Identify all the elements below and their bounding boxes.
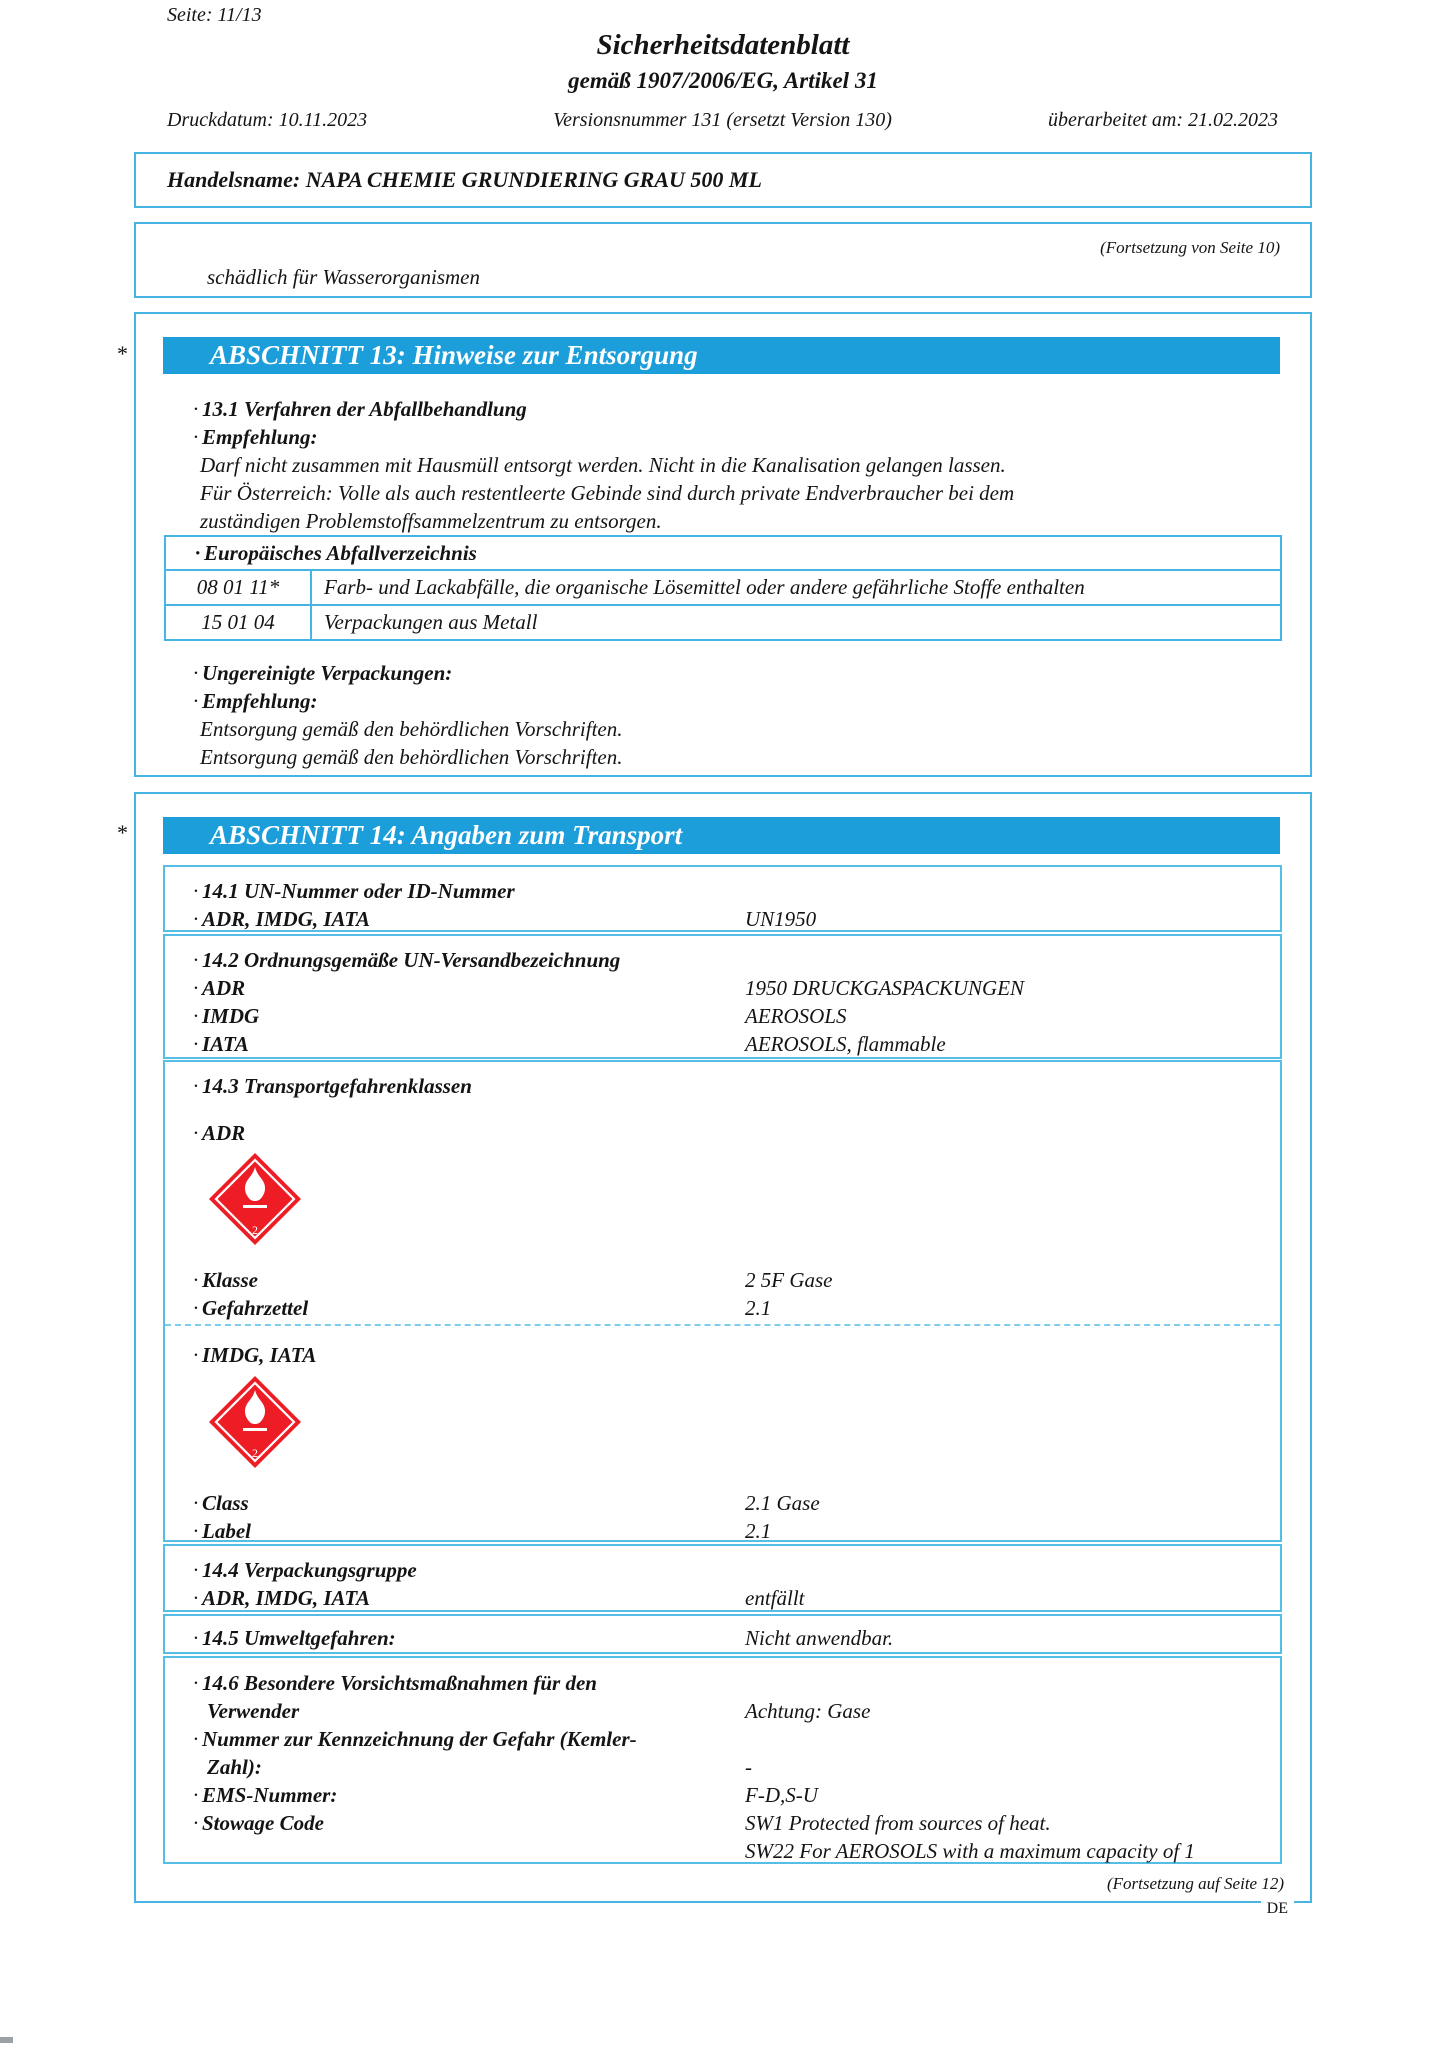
- continuation-box: [134, 222, 1312, 298]
- document-subtitle: gemäß 1907/2006/EG, Artikel 31: [568, 68, 878, 93]
- transport-row: · Gefahrzettel 2.1: [193, 1296, 772, 1320]
- print-date: Druckdatum: 10.11.2023: [167, 109, 368, 131]
- transport-row: · 14.5 Umweltgefahren: Nicht anwendbar.: [193, 1626, 894, 1650]
- bullet-marker: ·: [193, 1626, 199, 1650]
- transport-row: Zahl): -: [207, 1755, 752, 1779]
- transport-value: Nicht anwendbar.: [745, 1626, 894, 1650]
- bullet-marker: ·: [193, 397, 199, 421]
- transport-row: · Label 2.1: [193, 1519, 772, 1543]
- bullet-marker: ·: [193, 661, 199, 685]
- uncleaned-packaging-label: · Ungereinigte Verpackungen:: [193, 661, 453, 685]
- section13-content: [193, 395, 1280, 535]
- carryover-hazard-text: schädlich für Wasserorganismen: [207, 265, 480, 289]
- subsection-14-5-box: [163, 1614, 1282, 1654]
- transport-value: SW1 Protected from sources of heat.: [745, 1811, 1051, 1835]
- subsection-14-3-title: · 14.3 Transportgefahrenklassen: [193, 1074, 472, 1098]
- flammable-gas-hazard-diamond-adr-icon: [207, 1151, 303, 1247]
- continuation-to-note: (Fortsetzung auf Seite 12): [1106, 1874, 1284, 1893]
- subsection-14-6-box: [163, 1656, 1282, 1864]
- transport-value: 2.1: [745, 1519, 772, 1543]
- section13-box: [134, 312, 1312, 777]
- transport-row: · ADR, IMDG, IATA entfällt: [193, 1586, 805, 1610]
- transport-row: · 14.6 Besondere Vorsichtsmaßnahmen für den: [193, 1671, 597, 1695]
- trade-name-box: [134, 152, 1312, 208]
- version-info: Versionsnummer 131 (ersetzt Version 130): [553, 109, 892, 131]
- bullet-marker: ·: [193, 1343, 199, 1367]
- bullet-marker: ·: [193, 689, 199, 713]
- subsection-14-2-box: [163, 934, 1282, 1059]
- transport-value: entfällt: [745, 1586, 805, 1610]
- transport-row: · Nummer zur Kennzeichnung der Gefahr (Kemler-: [193, 1727, 637, 1751]
- bullet-marker: ·: [193, 976, 199, 1000]
- bullet-marker: ·: [193, 1032, 199, 1056]
- transport-value: 2.1 Gase: [745, 1491, 820, 1515]
- transport-row: Verwender Achtung: Gase: [207, 1699, 871, 1723]
- bullet-marker: ·: [193, 425, 199, 449]
- imdg-iata-label: · IMDG, IATA: [193, 1343, 317, 1367]
- recommendation-label: · Empfehlung:: [193, 425, 318, 449]
- revision-date: überarbeitet am: 21.02.2023: [1048, 109, 1278, 131]
- transport-value: 1950 DRUCKGASPACKUNGEN: [745, 976, 1025, 1000]
- subsection-13-1-title: · 13.1 Verfahren der Abfallbehandlung: [193, 397, 527, 421]
- waste-description: Farb- und Lackabfälle, die organische Lösemittel oder andere gefährliche Stoffe enthalten: [324, 575, 1085, 599]
- transport-row: [193, 1837, 1272, 1865]
- dashed-divider: [165, 1324, 1280, 1326]
- table-row: [166, 569, 1280, 604]
- subsection-14-4-box: [163, 1544, 1282, 1612]
- bullet-marker: ·: [193, 1121, 199, 1145]
- section13-change-marker: *: [117, 341, 128, 366]
- bullet-marker: ·: [193, 1519, 199, 1543]
- bullet-marker: ·: [193, 948, 199, 972]
- bullet-marker: ·: [193, 907, 199, 931]
- bullet-marker: ·: [193, 1727, 199, 1751]
- waste-catalogue-title: · Europäisches Abfallverzeichnis: [166, 537, 1280, 569]
- document-title: Sicherheitsdatenblatt: [596, 29, 850, 61]
- subsection-14-3-box: [163, 1060, 1282, 1542]
- bullet-marker: ·: [195, 541, 201, 565]
- waste-catalogue-table: [164, 535, 1282, 641]
- bullet-marker: ·: [193, 1074, 199, 1098]
- transport-value: 2 5F Gase: [745, 1268, 833, 1292]
- section13-header-bar: ABSCHNITT 13: Hinweise zur Entsorgung: [163, 337, 1280, 374]
- page-number-label: Seite: 11/13: [167, 4, 262, 26]
- scan-artifact: [0, 2037, 13, 2043]
- table-row: [166, 604, 1280, 639]
- section13-content-2: [193, 659, 1280, 771]
- transport-value: SW22 For AEROSOLS with a maximum capacity of 1: [745, 1839, 1195, 1863]
- bullet-marker: ·: [193, 879, 199, 903]
- hazard-class-number: 2: [252, 1223, 258, 1237]
- section14-box: [134, 792, 1312, 1917]
- subsection-14-2-title: · 14.2 Ordnungsgemäße UN-Versandbezeichnung: [193, 948, 621, 972]
- bullet-marker: ·: [193, 1671, 199, 1695]
- transport-value: AEROSOLS: [745, 1004, 847, 1028]
- transport-value: AEROSOLS, flammable: [745, 1032, 946, 1056]
- bullet-marker: ·: [193, 1296, 199, 1320]
- subsection-14-1-title: · 14.1 UN-Nummer oder ID-Nummer: [193, 879, 515, 903]
- transport-value: F-D,S-U: [745, 1783, 818, 1807]
- bullet-marker: ·: [193, 1558, 199, 1582]
- disposal-line: Entsorgung gemäß den behördlichen Vorschriften.: [200, 717, 623, 741]
- transport-row: · Stowage Code SW1 Protected from sources of heat.: [193, 1811, 1051, 1835]
- flammable-gas-hazard-diamond-imdg-icon: [207, 1374, 303, 1470]
- waste-code: 08 01 11*: [166, 571, 312, 604]
- transport-value: Achtung: Gase: [745, 1699, 871, 1723]
- bullet-marker: ·: [193, 1586, 199, 1610]
- recommendation-label: · Empfehlung:: [193, 689, 318, 713]
- transport-value: UN1950: [745, 907, 817, 931]
- language-code-label: DE: [1261, 1900, 1294, 1918]
- transport-value: -: [745, 1755, 752, 1779]
- bullet-marker: ·: [193, 1268, 199, 1292]
- recommendation-line: Darf nicht zusammen mit Hausmüll entsorgt werden. Nicht in die Kanalisation gelangen lassen.: [200, 453, 1006, 477]
- recommendation-line: Für Österreich: Volle als auch restentleerte Gebinde sind durch private Endverbraucher bei dem: [200, 481, 1015, 505]
- bullet-marker: ·: [193, 1783, 199, 1807]
- transport-value: 2.1: [745, 1296, 772, 1320]
- bullet-marker: ·: [193, 1811, 199, 1835]
- continuation-from-note: (Fortsetzung von Seite 10): [1100, 238, 1280, 257]
- subsection-14-4-title: · 14.4 Verpackungsgruppe: [193, 1558, 417, 1582]
- transport-row: · EMS-Nummer: F-D,S-U: [193, 1783, 818, 1807]
- transport-row: · ADR, IMDG, IATA UN1950: [193, 907, 817, 931]
- hazard-class-number: 2: [252, 1446, 258, 1460]
- bullet-marker: ·: [193, 1491, 199, 1515]
- adr-label: · ADR: [193, 1121, 246, 1145]
- trade-name: Handelsname: NAPA CHEMIE GRUNDIERING GRAU 500 ML: [167, 167, 762, 192]
- transport-row: · Klasse 2 5F Gase: [193, 1268, 833, 1292]
- subsection-14-1-box: [163, 865, 1282, 932]
- recommendation-line: zuständigen Problemstoffsammelzentrum zu entsorgen.: [200, 509, 662, 533]
- disposal-line: Entsorgung gemäß den behördlichen Vorschriften.: [200, 745, 623, 769]
- waste-description: Verpackungen aus Metall: [324, 610, 538, 634]
- transport-row: · Class 2.1 Gase: [193, 1491, 820, 1515]
- transport-row: · IMDG AEROSOLS: [193, 1004, 847, 1028]
- bullet-marker: ·: [193, 1004, 199, 1028]
- section14-change-marker: *: [117, 820, 128, 845]
- transport-row: · IATA AEROSOLS, flammable: [193, 1032, 946, 1056]
- transport-row: · ADR 1950 DRUCKGASPACKUNGEN: [193, 976, 1025, 1000]
- waste-code: 15 01 04: [166, 606, 312, 639]
- section14-header-bar: ABSCHNITT 14: Angaben zum Transport: [163, 817, 1280, 854]
